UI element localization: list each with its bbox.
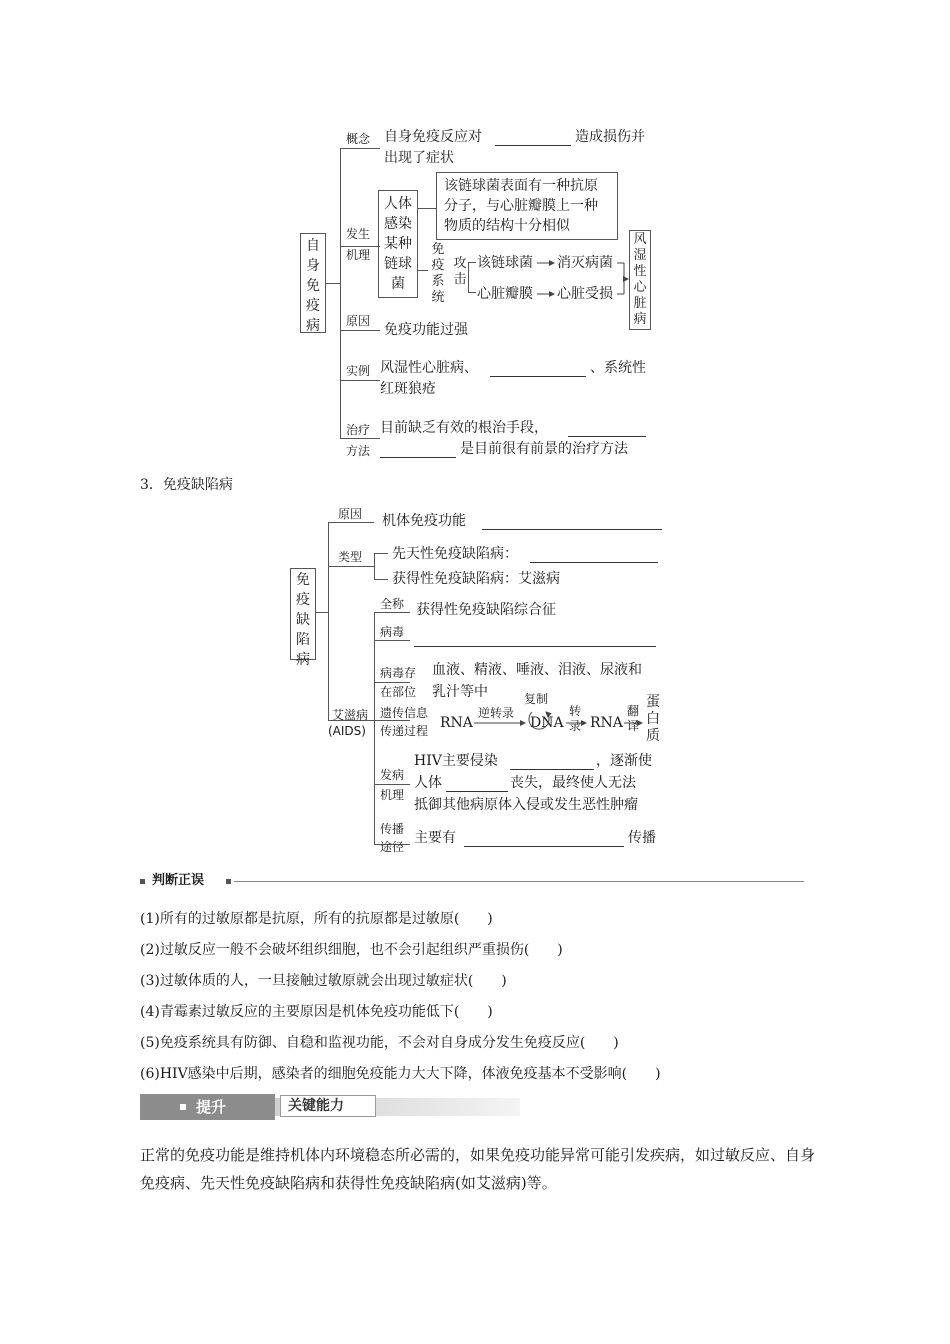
location-text-1: 血液、精液、唾液、泪液、尿液和 [432,662,642,678]
treatment-text-2: 是目前很有前景的治疗方法 [460,441,628,457]
judge-heading: 判断正误 [152,873,205,888]
transmission-text-1: 主要有 [414,830,456,846]
id-cause-text: 机体免疫功能 [382,513,466,529]
aids-label-2: (AIDS) [328,724,366,738]
antigen-line-1: 该链球菌表面有一种抗原 [444,178,598,194]
aids-label-1: 艾滋病 [332,708,369,722]
treatment-text-1: 目前缺乏有效的根治手段， [380,420,548,436]
judge-rule [234,881,804,882]
cause-label: 原因 [346,314,371,328]
autoimmune-title: 自身免疫病 [306,238,320,334]
example-text-1: 风湿性心脏病、 [380,360,478,376]
banner-left: 提升 [196,1098,227,1116]
concept-label: 概念 [346,132,371,146]
id-type-1: 先天性免疫缺陷病： [392,546,518,562]
virus-label: 病毒 [380,625,405,639]
cause-text: 免疫功能过强 [384,322,468,338]
mechanism-label-2: 机理 [346,248,371,262]
transcription: 转录 [568,704,581,733]
genetic-label-1: 遗传信息 [380,706,429,720]
reverse-transcription: 逆转录 [478,706,515,720]
infection-text: 人体感染某种链球菌 [384,196,412,292]
mechanism-label-1: 发生 [346,227,371,241]
pathogenesis-text-3: 人体 [414,775,442,791]
key-ability-banner [140,1094,520,1120]
judge-item-5: (5)免疫系统具有防御、自稳和监视功能，不会对自身成分发生免疫反应( ) [140,1035,619,1051]
genetic-label-2: 传递过程 [380,724,429,738]
replication: 复制 [524,692,549,706]
example-label: 实例 [346,364,371,378]
transmission-label-2: 途径 [380,840,405,854]
example-text-2: 、系统性 [590,360,646,376]
fullname-text: 获得性免疫缺陷综合征 [416,602,556,618]
immunodeficiency-heading: 3．免疫缺陷病 [140,477,233,493]
immunodeficiency-title: 免疫缺陷病 [296,572,310,668]
pathogenesis-text-2: ，逐渐使 [596,753,652,769]
id-cause-label: 原因 [338,507,363,521]
judge-item-6: (6)HIV感染中后期，感染者的细胞免疫能力大大下降，体液免疫基本不受影响( ) [140,1066,661,1082]
pathogenesis-text-4: 丧失，最终使人无法 [510,775,636,791]
location-text-2: 乳汁等中 [432,684,488,700]
banner-right: 关键能力 [288,1098,344,1114]
treatment-label-2: 方法 [346,444,371,458]
judge-item-2: (2)过敏反应一般不会破坏组织细胞，也不会引起组织严重损伤( ) [140,942,563,958]
location-label-1: 病毒存 [380,666,417,680]
rna-2: RNA [590,715,623,731]
path-1a: 该链球菌 [477,255,533,271]
location-label-2: 在部位 [380,685,417,699]
judge-item-4: (4)青霉素过敏反应的主要原因是机体免疫功能低下( ) [140,1004,493,1020]
rna-1: RNA [440,715,473,731]
pathogenesis-label-2: 机理 [380,788,405,802]
path-2a: 心脏瓣膜 [477,286,533,302]
pathogenesis-label-1: 发病 [380,768,405,782]
id-type-label: 类型 [338,550,363,564]
dna: DNA [530,715,564,731]
concept-text-1: 自身免疫反应对 [384,129,482,145]
concept-text-2: 造成损伤并 [575,129,645,145]
result-text: 风湿性心脏病 [633,232,647,327]
antigen-line-3: 物质的结构十分相似 [444,218,570,234]
summary-paragraph: 正常的免疫功能是维持机体内环境稳态所必需的，如果免疫功能异常可能引发疾病，如过敏反应、自身免疫病、先天性免疫缺陷病和获得性免疫缺陷病(如艾滋病)等。 [140,1146,816,1192]
transmission-label-1: 传播 [380,822,405,836]
path-2b: 心脏受损 [557,286,613,302]
pathogenesis-text-1: HIV主要侵染 [414,753,498,769]
attack-text: 攻击 [453,256,467,287]
concept-text-3: 出现了症状 [384,150,454,166]
example-text-3: 红斑狼疮 [380,381,436,397]
treatment-label-1: 治疗 [346,423,371,437]
protein: 蛋白质 [646,694,660,744]
pathogenesis-text-5: 抵御其他病原体入侵或发生恶性肿瘤 [414,797,638,813]
antigen-line-2: 分子，与心脏瓣膜上一种 [444,198,598,214]
fullname-label: 全称 [380,597,405,611]
translation: 翻译 [626,704,639,733]
judge-item-3: (3)过敏体质的人，一旦接触过敏原就会出现过敏症状( ) [140,973,507,989]
path-1b: 消灭病菌 [557,255,613,271]
transmission-text-2: 传播 [628,830,656,846]
id-type-2: 获得性免疫缺陷病：艾滋病 [392,571,560,587]
immune-system-text: 免疫系统 [431,242,445,305]
judge-item-1: (1)所有的过敏原都是抗原，所有的抗原都是过敏原( ) [140,911,493,927]
